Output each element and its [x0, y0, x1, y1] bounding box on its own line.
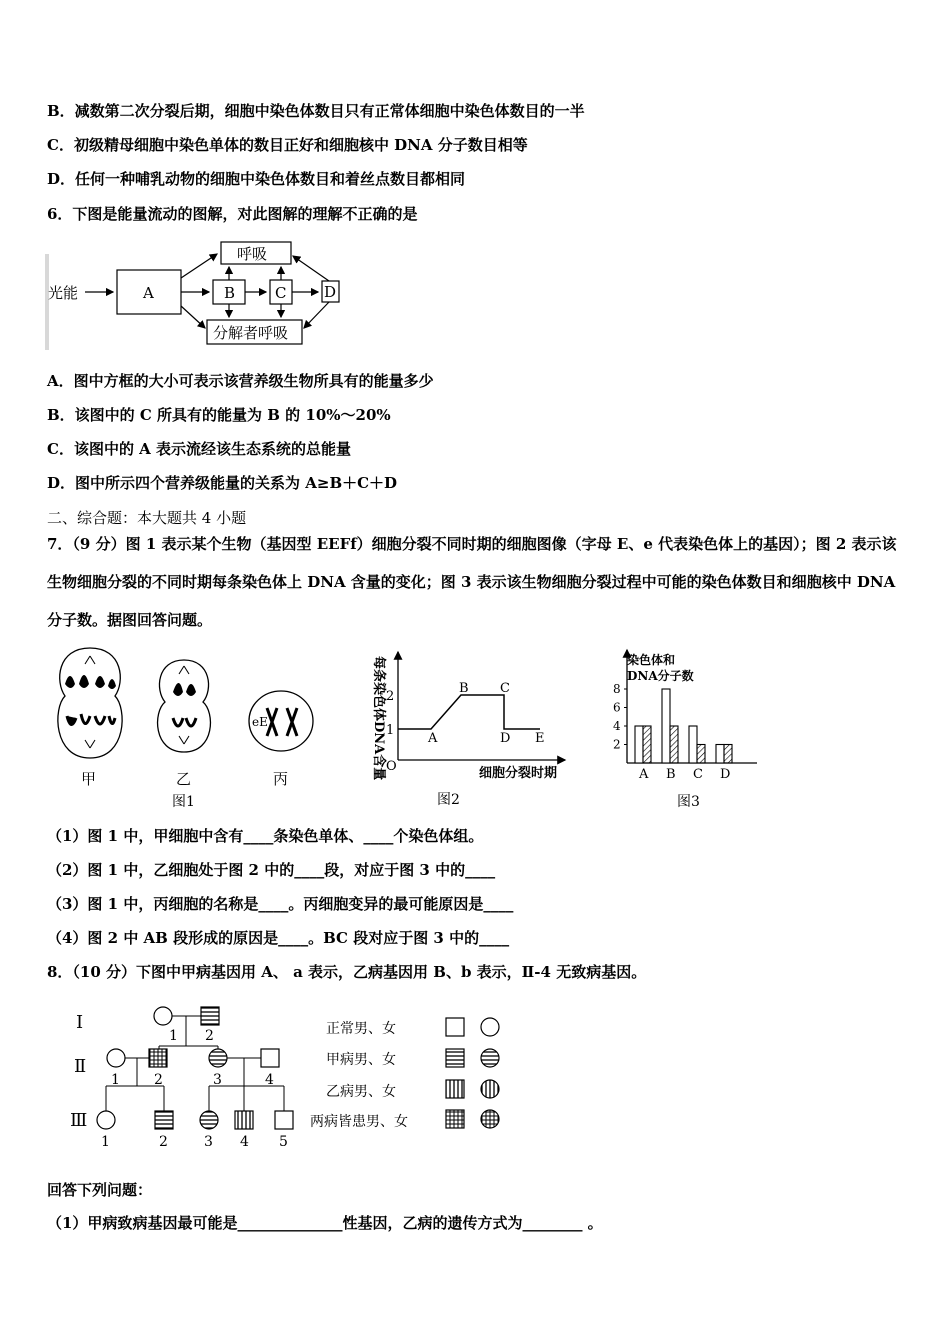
- box-a-label: A: [143, 284, 154, 302]
- q6-stem: 6．下图是能量流动的图解，对此图解的理解不正确的是: [47, 205, 418, 223]
- figure-3-caption: 图3: [677, 794, 700, 810]
- q8-stem: 8．（10 分）下图中甲病基因用 A、 a 表示，乙病基因用 B、b 表示，Ⅱ-4 无致病基因。: [47, 963, 647, 981]
- legend-yi: 乙病男、女: [326, 1084, 396, 1100]
- fig2-origin: O: [386, 759, 397, 774]
- fig2-xlabel: 细胞分裂时期: [479, 766, 558, 781]
- cell-jia: [58, 648, 122, 788]
- fig3-bar-C-dna: [697, 745, 705, 764]
- gen2-num-2: 2: [154, 1072, 163, 1088]
- legend-jia: 甲病男、女: [326, 1052, 396, 1068]
- gen1-female-1: [154, 1007, 172, 1025]
- figure-2-line-chart: [355, 644, 585, 814]
- q5-option-c: C．初级精母细胞中染色单体的数目正好和细胞核中 DNA 分子数目相等: [47, 136, 528, 154]
- box-d-label: D: [324, 283, 337, 301]
- decomposer-label: 分解者呼吸: [213, 324, 289, 342]
- q7-sub2: （2）图 1 中，乙细胞处于图 2 中的____段，对应于图 3 中的____: [47, 861, 496, 879]
- cell-yi-label: 乙: [176, 770, 192, 788]
- gen3-num-2: 2: [159, 1134, 168, 1150]
- fig3-category-label: D: [720, 767, 731, 782]
- gen-label-1: Ⅰ: [76, 1012, 84, 1033]
- gen2-male-2: [149, 1049, 167, 1067]
- fig2-point-b: B: [459, 681, 469, 696]
- gen3-num-5: 5: [279, 1134, 288, 1150]
- gen3-male-5: [275, 1111, 293, 1129]
- fig3-bar-D-dna: [724, 745, 732, 764]
- cell-jia-label: 甲: [81, 770, 97, 788]
- light-label: 光能: [48, 284, 79, 302]
- q5-option-b: B．减数第二次分裂后期，细胞中染色体数目只有正常体细胞中染色体数目的一半: [47, 102, 585, 120]
- gen3-num-3: 3: [204, 1134, 213, 1150]
- fig3-ytick: 6: [613, 700, 621, 715]
- fig3-ylabel-line1: 染色体和: [627, 653, 676, 667]
- q7-sub3: （3）图 1 中，丙细胞的名称是____。丙细胞变异的最可能原因是____: [47, 895, 514, 913]
- q7-stem: 7．（9 分）图 1 表示某个生物（基因型 EEFf）细胞分裂不同时期的细胞图像（字母 E、e 代表染色体上的基因）；图 2 表示该生物细胞分裂的不同时期每条染色体上 DNA 含量的变化；图 3 表示该生物细胞分裂过程中可能的染色体数目和细胞核中 DNA 分子数。据图回答问题。: [47, 535, 897, 629]
- section-heading: 二、综合题：本大题共 4 小题: [47, 509, 247, 527]
- q8-sub1: （1）甲病致病基因最可能是______________性基因，乙病的遗传方式为________ 。: [47, 1214, 603, 1232]
- gen1-male-2: [201, 1007, 219, 1025]
- gen3-female-3: [200, 1111, 218, 1129]
- q6-option-a: A．图中方框的大小可表示该营养级生物所具有的能量多少: [47, 372, 434, 390]
- fig2-ytick-1: 1: [386, 723, 395, 738]
- fig3-ytick: 8: [613, 682, 621, 696]
- fig3-bar-A-dna: [643, 726, 651, 763]
- fig3-bar-C-chromosome: [689, 726, 697, 763]
- gene-label: eE: [252, 715, 268, 729]
- gen3-num-4: 4: [240, 1134, 249, 1150]
- q6-option-c: C．该图中的 A 表示流经该生态系统的总能量: [47, 440, 352, 458]
- box-b-label: B: [224, 284, 236, 302]
- q7-sub4: （4）图 2 中 AB 段形成的原因是____。BC 段对应于图 3 中的____: [47, 929, 510, 947]
- cell-bing: [249, 691, 313, 788]
- fig2-series-line: [398, 695, 540, 729]
- gen2-num-3: 3: [213, 1072, 222, 1088]
- gen2-male-4: [261, 1049, 279, 1067]
- fig2-ylabel: 每条染色体DNA含量: [371, 656, 386, 781]
- fig2-ytick-2: 2: [386, 689, 395, 704]
- fig3-category-label: B: [666, 767, 676, 782]
- gen2-female-1: [107, 1049, 125, 1067]
- gen-label-3: Ⅲ: [70, 1110, 88, 1131]
- q8-answer-prompt: 回答下列问题：: [47, 1181, 153, 1199]
- gen2-num-4: 4: [265, 1072, 274, 1088]
- fig2-point-a: A: [428, 731, 438, 746]
- fig3-bar-D-chromosome: [716, 745, 724, 764]
- gen-label-2: Ⅱ: [74, 1056, 87, 1077]
- q7-sub1: （1）图 1 中，甲细胞中含有____条染色单体、____个染色体组。: [47, 827, 484, 845]
- cell-bing-label: 丙: [273, 770, 289, 788]
- figure-2-caption: 图2: [437, 792, 460, 808]
- fig3-bar-B-dna: [670, 726, 678, 763]
- q5-option-d: D．任何一种哺乳动物的细胞中染色体数目和着丝点数目都相同: [47, 170, 466, 188]
- gen2-female-3: [209, 1049, 227, 1067]
- fig3-ytick: 2: [613, 737, 621, 752]
- gen3-male-2: [155, 1111, 173, 1129]
- cell-yi: [158, 660, 211, 788]
- gen2-num-1: 1: [111, 1072, 120, 1088]
- fig2-point-e: E: [535, 731, 545, 746]
- gen1-num-1: 1: [169, 1028, 178, 1044]
- fig3-category-label: A: [639, 767, 649, 782]
- fig3-category-label: C: [693, 767, 703, 782]
- fig2-point-d: D: [500, 731, 511, 746]
- figure-1-cells: [45, 646, 335, 816]
- gen3-male-4: [235, 1111, 253, 1129]
- q6-option-b: B．该图中的 C 所具有的能量为 B 的 10%～20%: [47, 406, 391, 424]
- gen3-female-1: [97, 1111, 115, 1129]
- fig3-bar-B-chromosome: [662, 689, 670, 763]
- fig3-ylabel-line2: DNA分子数: [627, 669, 694, 683]
- pedigree-chart: [60, 998, 520, 1158]
- box-c-label: C: [275, 284, 287, 302]
- fig3-ytick: 4: [613, 719, 621, 733]
- figure-3-bar-chart: [605, 648, 765, 816]
- legend-normal: 正常男、女: [326, 1021, 396, 1037]
- fig2-point-c: C: [500, 681, 510, 696]
- legend-both: 两病皆患男、女: [310, 1114, 408, 1130]
- fig3-bar-A-chromosome: [635, 726, 643, 763]
- gen1-num-2: 2: [205, 1028, 214, 1044]
- gen3-num-1: 1: [101, 1134, 110, 1150]
- figure-1-caption: 图1: [172, 794, 195, 810]
- respiration-label: 呼吸: [237, 245, 268, 263]
- q6-option-d: D．图中所示四个营养级能量的关系为 A≥B＋C＋D: [47, 474, 398, 492]
- energy-flow-diagram: [45, 236, 345, 358]
